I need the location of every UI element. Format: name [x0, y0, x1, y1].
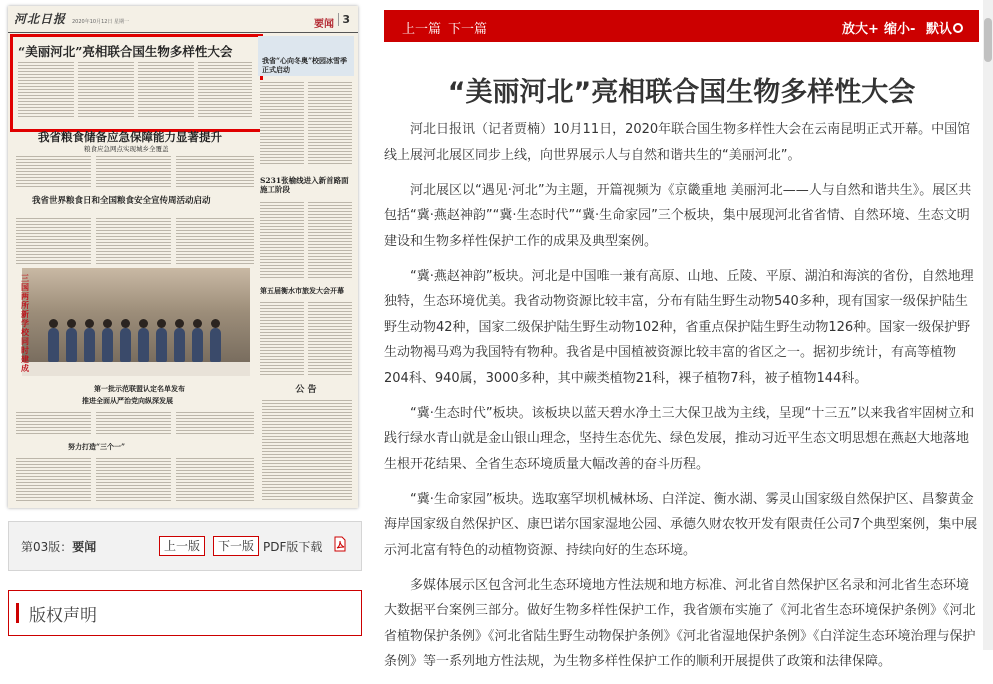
paper-photo-students: [22, 268, 250, 376]
paper-text-block: [308, 300, 352, 376]
circle-icon: [953, 23, 963, 33]
paper-date: 2020年10月12日 星期一: [72, 19, 130, 25]
next-article-link[interactable]: 下一篇: [448, 22, 488, 37]
paper-headline-side: 三国两所新学校同时建成: [21, 274, 29, 373]
paper-text-block: [16, 456, 91, 502]
paper-text-block: [16, 154, 91, 188]
paper-text-block: [96, 216, 171, 264]
paper-text-block: [176, 456, 254, 502]
paper-section: 要闻: [314, 19, 334, 30]
photo-ground: [22, 362, 250, 376]
copyright-panel: [8, 590, 362, 636]
photo-figure: [66, 328, 77, 362]
current-page-label: [21, 538, 96, 555]
paper-headline-grain: 我省粮食储备应急保障能力显著提升: [38, 130, 222, 144]
pdf-download-link[interactable]: PDF版下载: [263, 540, 323, 554]
paper-headline-bottom2: 努力打造“三个一”: [68, 442, 126, 451]
paper-headline-food: 我省世界粮食日和全国粮食安全宣传周活动启动: [32, 196, 211, 206]
article-paragraph: “冀·燕赵神韵”板块。河北是中国唯一兼有高原、山地、丘陵、平原、湖泊和海滨的省份，自然地理独特，生态环境优美。我省动物资源比较丰富，分布有陆生野生动物540多种，现有国家一级保护陆生野生动物42种，国家二级保护陆生野生动物102种，省重点保护陆生野生动物126种。国家一级保护野生动物褐马鸡为我国特有物种。我省是中国植被资源比较丰富的省区之一。据初步统计，有高等植物204科、940属，3000多种，其中蕨类植物21科，裸子植物7科，被子植物144科。: [384, 268, 974, 386]
page-navigation: [8, 521, 362, 571]
article-paragraph: 河北展区以“遇见·河北”为主题，开篇视频为《京畿重地 美丽河北——人与自然和谐共生》。展区共包括“冀·燕赵神韵”“冀·生态时代”“冀·生命家园”三个板块，集中展现河北省省情、自然环境、生态文明建设和生物多样性保护工作的成果及典型案例。: [384, 182, 972, 249]
article-title: “美丽河北”亮相联合国生物多样性大会: [447, 77, 916, 108]
photo-figure: [210, 328, 221, 362]
copyright-accent-bar: [16, 603, 19, 623]
photo-figure: [48, 328, 59, 362]
paper-headline-fifth: 第五届衡水市旅发大会开幕: [260, 286, 344, 295]
paper-logo: 河北日报: [14, 12, 67, 26]
paper-headline-notice: 公 告: [295, 385, 317, 395]
photo-figure: [120, 328, 131, 362]
paper-text-block: [260, 80, 304, 166]
paper-text-block: [96, 456, 171, 502]
pdf-icon[interactable]: [333, 536, 347, 552]
paper-headline-bottom3: 推进全面从严治党向纵深发展: [82, 396, 173, 405]
scrollbar-thumb[interactable]: [984, 18, 992, 62]
paper-text-block: [16, 410, 91, 436]
photo-figure: [84, 328, 95, 362]
paper-text-block: [262, 398, 352, 502]
article: [384, 42, 979, 669]
paper-headline-bottom1: 第一批示范联盟认定名单发布: [94, 384, 185, 393]
prev-page-button[interactable]: 上一版: [159, 536, 205, 556]
photo-figure: [138, 328, 149, 362]
zoom-in-button[interactable]: 放大+: [842, 22, 879, 37]
copyright-title[interactable]: 版权声明: [29, 606, 97, 626]
left-column: [0, 0, 370, 650]
article-toolbar: [384, 10, 979, 42]
paper-headline-column: 我省“心向冬奥”校园冰雪季正式启动: [262, 56, 348, 74]
paper-page-number: 3: [338, 13, 350, 26]
page-prefix: 第03版：: [21, 540, 73, 554]
photo-figure: [192, 328, 203, 362]
page-name: 要闻: [72, 540, 97, 554]
article-paragraph: 多媒体展示区包含河北生态环境地方性法规和地方标准、河北省自然保护区名录和河北省生态环境大数据平台案例三部分。做好生物多样性保护工作，我省颁布实施了《河北省生态环境保护条例》《河北省植物保护条例》《河北省陆生野生动物保护条例》《河北省湿地保护条例》《白洋淀生态环境治理与保护条例》等一系列地方性法规，为生物多样性保护工作的顺利开展提供了政策和法律保障。: [384, 577, 976, 669]
paper-headline-main: “美丽河北”亮相联合国生物多样性大会: [18, 44, 233, 59]
paper-text-block: [260, 300, 304, 376]
article-paragraph: 河北日报讯（记者贾楠）10月11日，2020年联合国生物多样性大会在云南昆明正式开幕。中国馆线上展河北展区同步上线，向世界展示人与自然和谐共生的“美丽河北”。: [384, 122, 971, 163]
vertical-scrollbar[interactable]: [983, 0, 993, 650]
paper-text-block: [96, 154, 171, 188]
paper-text-block: [176, 216, 254, 264]
article-paragraph: “冀·生态时代”板块。该板块以蓝天碧水净土三大保卫战为主线，呈现“十三五”以来我省牢固树立和践行绿水青山就是金山银山理念，坚持生态优先、绿色发展，推动习近平生态文明思想在燕赵大地落地生根开花结果、全省生态环境质量大幅改善的奋斗历程。: [384, 405, 975, 472]
paper-text-block: [96, 410, 171, 436]
photo-figure: [174, 328, 185, 362]
paper-headline-road: S231张榆线进入新首路面施工阶段: [260, 176, 349, 194]
photo-figure: [156, 328, 167, 362]
highlighted-article-frame[interactable]: [10, 34, 263, 132]
newspaper-page-thumbnail[interactable]: [8, 6, 358, 508]
paper-masthead: [8, 6, 358, 33]
zoom-out-button[interactable]: 缩小-: [884, 22, 916, 37]
paper-text-block: [308, 200, 352, 278]
paper-text-block: [260, 200, 304, 278]
paper-text-block: [308, 80, 352, 166]
paper-subheadline-grain: 粮食应急网点实现城乡全覆盖: [84, 145, 169, 153]
paper-text-block: [16, 216, 91, 264]
article-paragraph: “冀·生命家园”板块。选取塞罕坝机械林场、白洋淀、衡水湖、雾灵山国家级自然保护区、昌黎黄金海岸国家级自然保护区、康巴诺尔国家湿地公园、承德久财农牧开发有限责任公司7个典型案例，集中展示河北富有特色的动植物资源、持续向好的生态环境。: [384, 491, 978, 558]
paper-text-block: [176, 154, 254, 188]
next-page-button[interactable]: 下一版: [213, 536, 259, 556]
paper-text-block: [176, 410, 254, 436]
default-size-button[interactable]: [926, 18, 963, 37]
article-body: [384, 117, 979, 684]
default-size-label: 默认: [926, 22, 953, 37]
prev-article-link[interactable]: 上一篇: [402, 22, 442, 37]
photo-figure: [102, 328, 113, 362]
